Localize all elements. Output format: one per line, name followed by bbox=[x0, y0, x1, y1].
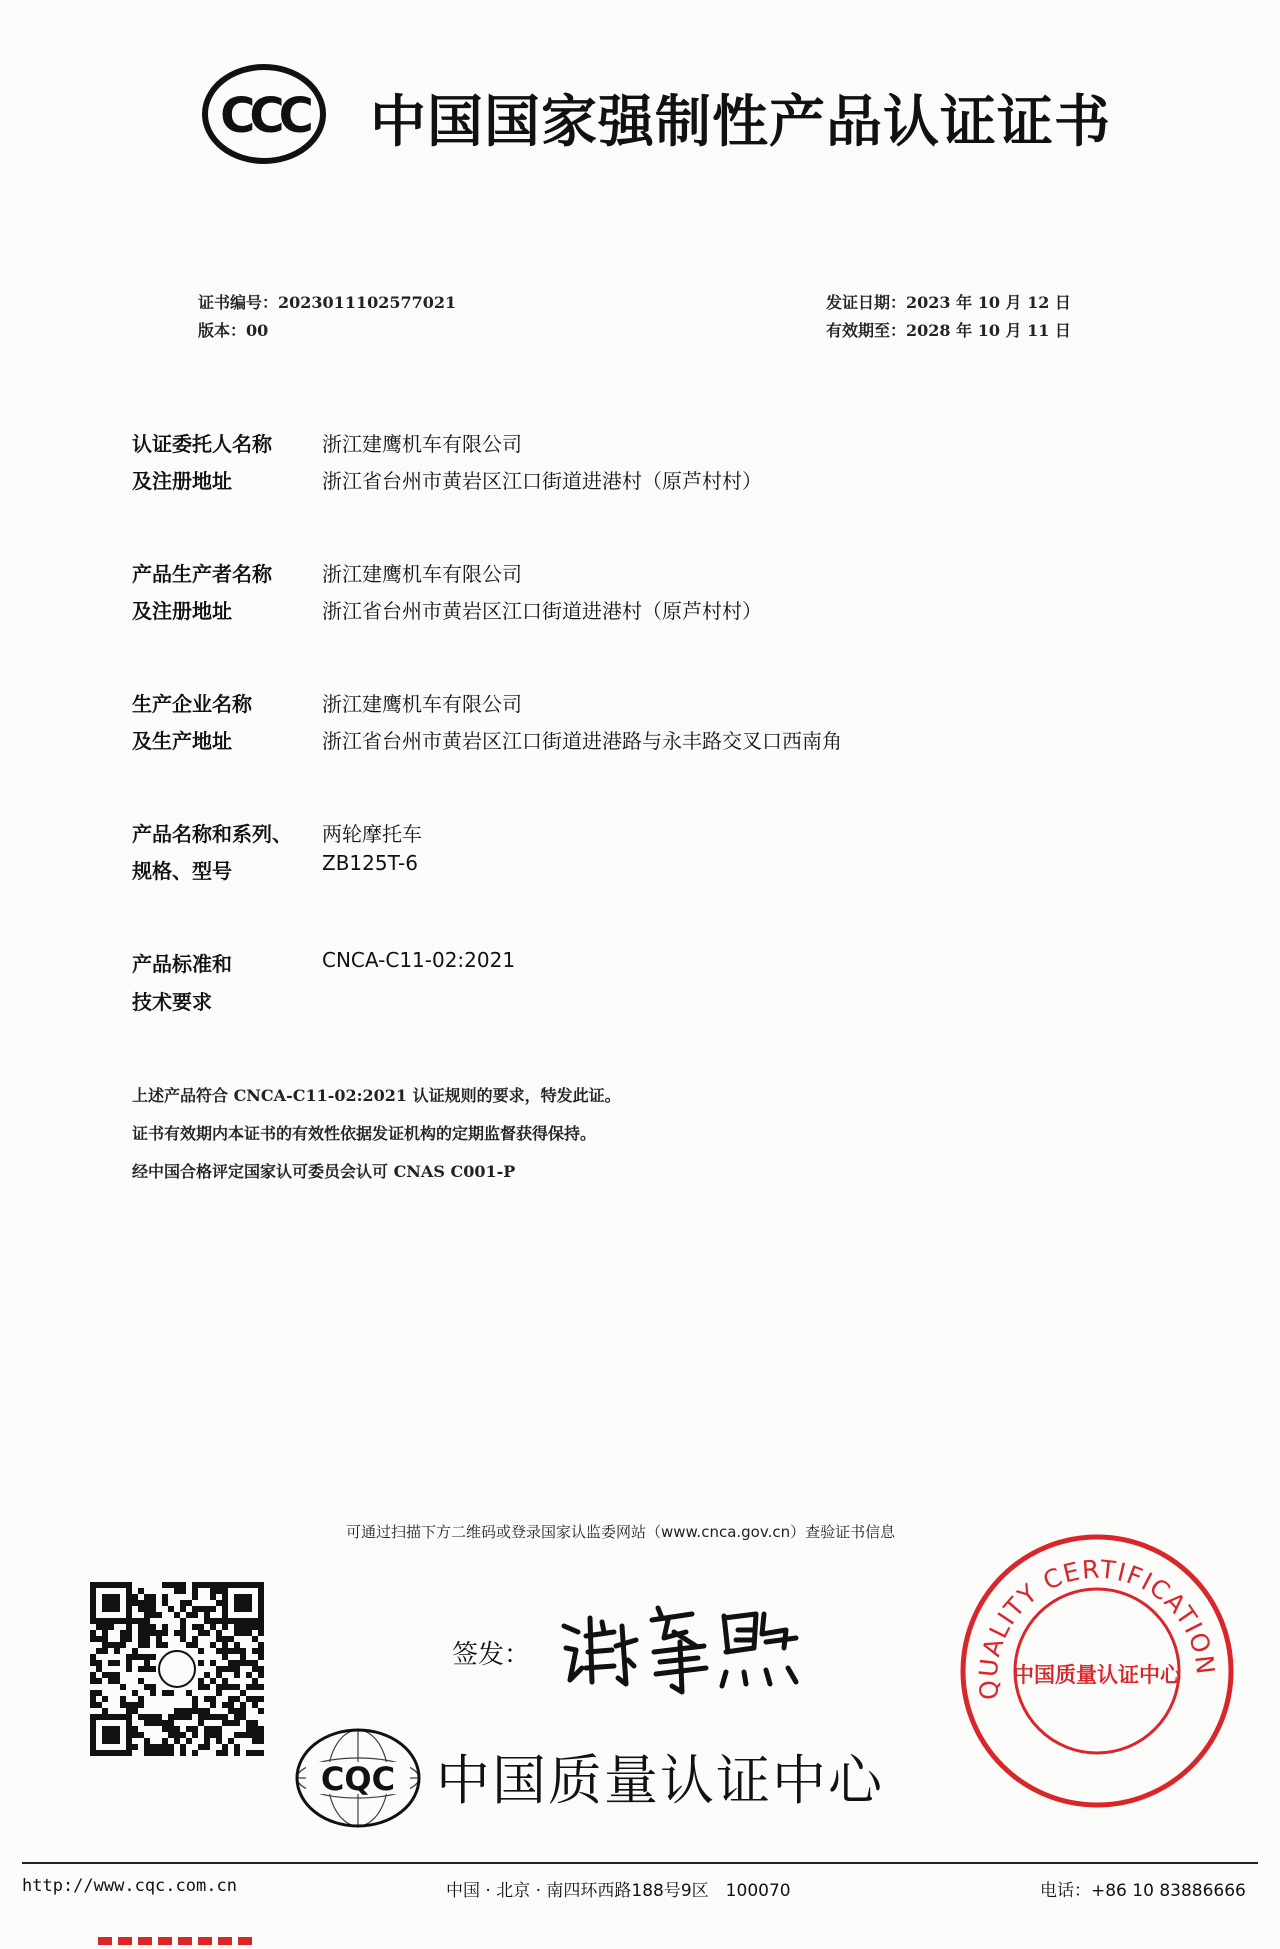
standard-label-2: 技术要求 bbox=[132, 990, 212, 1014]
product-name: 两轮摩托车 bbox=[322, 822, 422, 846]
version-label: 版本： bbox=[198, 321, 247, 340]
handwritten-signature bbox=[556, 1596, 816, 1696]
statement-line: 经中国合格评定国家认可委员会认可 CNAS C001-P bbox=[132, 1162, 516, 1181]
sign-label: 签发： bbox=[452, 1640, 531, 1670]
applicant-name: 浙江建鹰机车有限公司 bbox=[322, 432, 522, 456]
cropped-serial-strip bbox=[92, 1930, 262, 1942]
footer-phone: 电话：+86 10 83886666 bbox=[1040, 1881, 1246, 1901]
expiry-date: 2028 年 10 月 11 日 bbox=[906, 321, 1071, 340]
certificate-title: 中国国家强制性产品认证证书 bbox=[370, 90, 1111, 155]
applicant-address-label: 及注册地址 bbox=[132, 469, 232, 493]
footer-divider bbox=[22, 1862, 1258, 1864]
expiry-date-label: 有效期至： bbox=[826, 321, 907, 340]
footer-url[interactable]: http://www.cqc.com.cn bbox=[22, 1876, 237, 1896]
issue-date: 2023 年 10 月 12 日 bbox=[906, 293, 1071, 312]
manufacturer-label: 产品生产者名称 bbox=[132, 562, 272, 586]
factory-address: 浙江省台州市黄岩区江口街道进港路与永丰路交叉口西南角 bbox=[322, 729, 842, 753]
factory-address-label: 及生产地址 bbox=[132, 729, 232, 753]
product-model-label: 规格、型号 bbox=[132, 859, 232, 883]
issue-date-label: 发证日期： bbox=[826, 293, 907, 312]
standard-label: 产品标准和 bbox=[132, 952, 232, 976]
product-model: ZB125T-6 bbox=[322, 851, 418, 875]
cert-number-label: 证书编号： bbox=[198, 293, 279, 312]
expiry-date-line bbox=[826, 318, 1071, 341]
official-seal bbox=[958, 1532, 1236, 1810]
version-line bbox=[198, 318, 268, 341]
standard-value: CNCA-C11-02:2021 bbox=[322, 948, 516, 972]
cert-number-line bbox=[198, 290, 456, 313]
qr-code[interactable] bbox=[86, 1572, 268, 1766]
seal-outer-text: QUALITY CERTIFICATION bbox=[973, 1554, 1221, 1702]
cqc-logo-text: CQC bbox=[320, 1760, 396, 1798]
statement-line: 证书有效期内本证书的有效性依据发证机构的定期监督获得保持。 bbox=[132, 1124, 597, 1143]
version-value: 00 bbox=[246, 321, 269, 340]
manufacturer-address-label: 及注册地址 bbox=[132, 599, 232, 623]
seal-inner-text: 中国质量认证中心 bbox=[1013, 1663, 1181, 1687]
product-label: 产品名称和系列、 bbox=[132, 822, 292, 846]
statement-line: 上述产品符合 CNCA-C11-02:2021 认证规则的要求，特发此证。 bbox=[132, 1086, 621, 1105]
cqc-logo bbox=[292, 1726, 424, 1830]
verify-note: 可通过扫描下方二维码或登录国家认监委网站（www.cnca.gov.cn）查验证书信息 bbox=[346, 1523, 896, 1541]
ccc-logo-text: CCC bbox=[220, 88, 308, 144]
applicant-label: 认证委托人名称 bbox=[132, 432, 272, 456]
footer-address: 中国 · 北京 · 南四环西路188号9区 100070 bbox=[446, 1881, 791, 1901]
applicant-address: 浙江省台州市黄岩区江口街道进港村（原芦村村） bbox=[322, 469, 762, 493]
issuer-name: 中国质量认证中心 bbox=[436, 1749, 884, 1812]
factory-name: 浙江建鹰机车有限公司 bbox=[322, 692, 522, 716]
manufacturer-name: 浙江建鹰机车有限公司 bbox=[322, 562, 522, 586]
ccc-logo bbox=[200, 62, 328, 166]
manufacturer-address: 浙江省台州市黄岩区江口街道进港村（原芦村村） bbox=[322, 599, 762, 623]
issue-date-line bbox=[826, 290, 1071, 313]
cert-number: 2023011102577021 bbox=[278, 293, 457, 312]
factory-label: 生产企业名称 bbox=[132, 692, 252, 716]
